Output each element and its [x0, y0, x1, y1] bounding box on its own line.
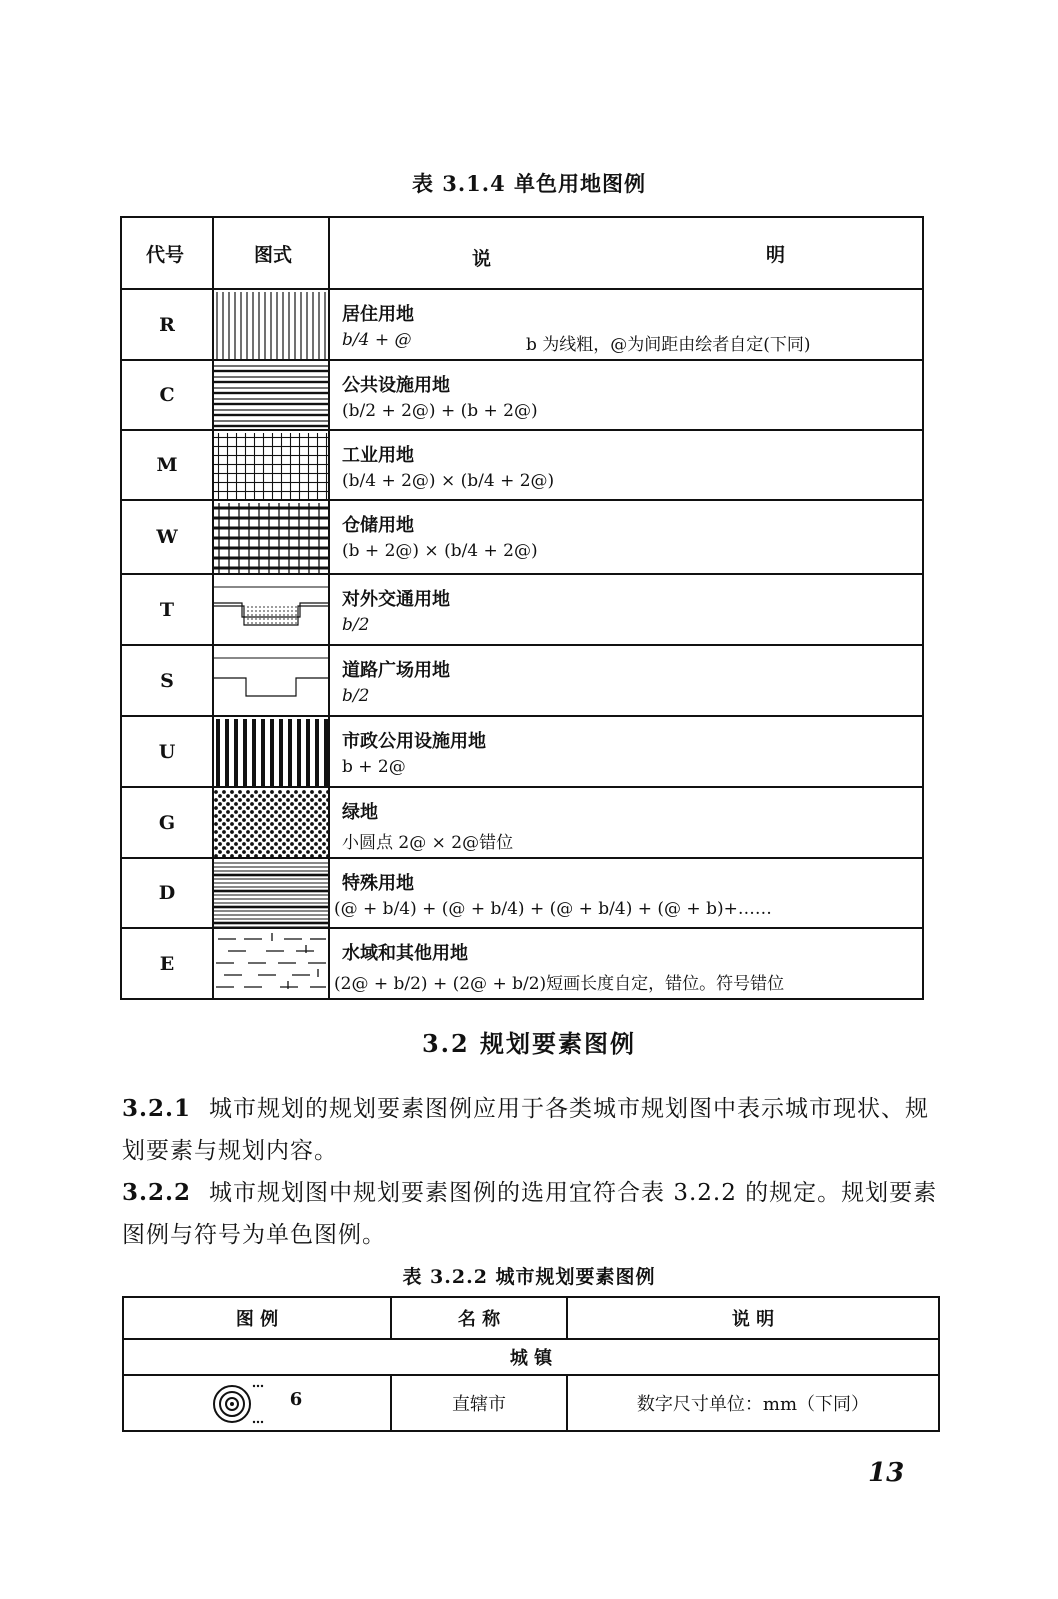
header-pattern: 图式 — [254, 244, 293, 266]
table-row — [122, 361, 922, 431]
row-rule: (b/4 + 2@) × (b/4 + 2@) — [342, 471, 555, 491]
table-row — [122, 501, 922, 575]
table-row — [122, 788, 922, 859]
concentric-circles-icon — [210, 1380, 280, 1426]
header-desc-2: 明 — [766, 244, 786, 266]
table-row — [122, 929, 922, 998]
row-name: 道路广场用地 — [342, 660, 450, 681]
clause-number: 3.2.2 — [122, 1179, 192, 1206]
row-code: E — [159, 952, 175, 975]
row-name: 仓储用地 — [342, 515, 414, 536]
group-label: 城 镇 — [509, 1348, 553, 1369]
row-note: b 为线粗，@为间距由绘者自定(下同) — [526, 335, 811, 355]
header-desc-1: 说 — [472, 248, 492, 270]
municipal-utilities-pattern-icon — [214, 719, 328, 786]
table2-header — [124, 1298, 938, 1340]
water-pattern-icon — [214, 931, 328, 996]
industrial-pattern-icon — [214, 433, 328, 499]
special-use-pattern-icon — [214, 861, 328, 927]
table-row — [122, 290, 922, 361]
header-name: 名 称 — [457, 1309, 501, 1330]
symbol-size: 6 — [289, 1388, 303, 1410]
paragraph-3-2-1 — [122, 1088, 942, 1172]
row-name: 特殊用地 — [342, 873, 414, 894]
land-use-legend-table — [120, 216, 924, 1000]
table-row — [122, 431, 922, 501]
table-row — [122, 646, 922, 717]
row-code: M — [156, 454, 178, 476]
table-row — [124, 1376, 938, 1430]
row-rule: b + 2@ — [342, 757, 406, 777]
row-rule: (2@ + b/2) + (2@ + b/2)短画长度自定，错位。符号错位 — [334, 974, 785, 994]
row-rule: b/2 — [342, 686, 370, 706]
row-code: R — [159, 313, 175, 336]
residential-pattern-icon — [214, 292, 328, 359]
table-row — [122, 717, 922, 788]
paragraph-3-2-2 — [122, 1172, 942, 1256]
clause-text: 城市规划的规划要素图例应用于各类城市规划图中表示城市现状、规划要素与规划内容。 — [122, 1096, 930, 1164]
row-rule: (b + 2@) × (b/4 + 2@) — [342, 541, 538, 561]
header-legend: 图 例 — [235, 1309, 279, 1330]
transport-pattern-icon — [214, 577, 328, 644]
row-name: 工业用地 — [342, 445, 414, 466]
row-name: 市政公用设施用地 — [342, 731, 486, 752]
row-code: S — [160, 669, 174, 692]
header-desc: 说 明 — [731, 1309, 775, 1330]
planning-elements-legend-table — [122, 1296, 940, 1432]
row-rule: (@ + b/4) + (@ + b/4) + (@ + b/4) + (@ + b)+…… — [334, 899, 772, 919]
row-name: 绿地 — [342, 802, 378, 823]
clause-number: 3.2.1 — [122, 1095, 192, 1122]
row-name: 公共设施用地 — [342, 375, 450, 396]
table1-header — [122, 218, 922, 290]
road-square-pattern-icon — [214, 648, 328, 715]
row-code: T — [159, 598, 175, 621]
row-name: 居住用地 — [342, 304, 414, 325]
table2-caption: 表 3.2.2 城市规划要素图例 — [402, 1266, 656, 1288]
public-facilities-pattern-icon — [214, 363, 328, 429]
row-rule: b/4 + @ — [342, 330, 412, 350]
clause-text: 城市规划图中规划要素图例的选用宜符合表 3.2.2 的规定。规划要素图例与符号为单色图例。 — [122, 1180, 938, 1248]
table-row — [122, 859, 922, 929]
row-code: W — [156, 526, 178, 548]
page-number: 13 — [868, 1458, 905, 1488]
row-name: 水域和其他用地 — [342, 943, 468, 964]
row-rule: b/2 — [342, 615, 370, 635]
green-space-pattern-icon — [214, 790, 328, 857]
row-code: G — [158, 811, 176, 834]
table1-caption: 表 3.1.4 单色用地图例 — [411, 171, 647, 196]
group-row — [124, 1340, 938, 1376]
row-name: 直辖市 — [452, 1394, 506, 1415]
row-name: 对外交通用地 — [342, 589, 450, 610]
row-code: D — [158, 882, 176, 904]
row-code: C — [159, 384, 175, 406]
section-heading: 3.2 规划要素图例 — [421, 1029, 637, 1058]
row-rule: 小圆点 2@ × 2@错位 — [342, 833, 514, 853]
row-rule: (b/2 + 2@) + (b + 2@) — [342, 401, 538, 421]
table-row — [122, 575, 922, 646]
warehouse-pattern-icon — [214, 503, 328, 573]
row-desc: 数字尺寸单位：mm（下同） — [636, 1394, 870, 1415]
row-code: U — [158, 740, 176, 763]
header-code: 代号 — [146, 244, 185, 266]
